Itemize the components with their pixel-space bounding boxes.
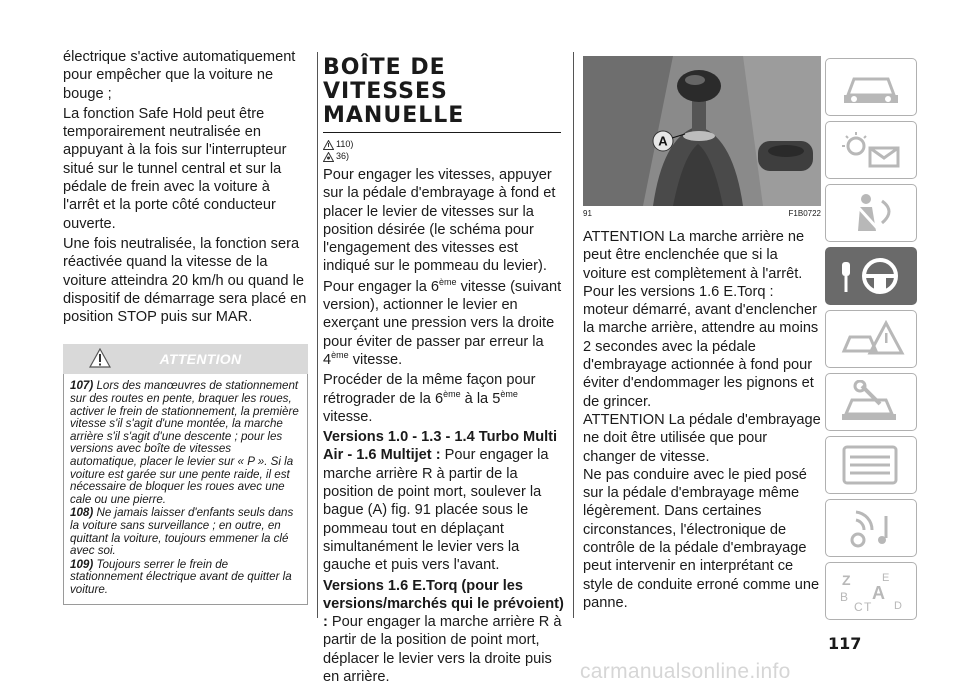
figure-label-a: A — [658, 133, 668, 149]
text-run: vitesse. — [323, 408, 373, 425]
car-front-icon — [836, 65, 906, 109]
caution-reference — [323, 151, 565, 162]
superscript: ème — [443, 388, 461, 399]
media-nav-icon — [836, 506, 906, 550]
subheading: Versions 1.0 - 1.3 - 1.4 Turbo Multi Air - 1.6 Multijet : — [323, 429, 558, 464]
warning-header — [63, 344, 308, 374]
paragraph: ATTENTION La pédale d'embrayage ne doit être utilisée que pour changer de vitesse. — [583, 411, 821, 465]
figure-code: F1B0722 — [788, 209, 821, 218]
paragraph: La fonction Safe Hold peut être temporairement neutralisée en appuyant à la fois sur l'interrupteur situé sur le tunnel central et sur la pédale de frein avec la voiture à l'arrêt et la porte côté conducteur ouverte. — [63, 105, 287, 232]
tab-maintenance[interactable] — [825, 373, 917, 431]
paragraph: Pour engager les vitesses, appuyer sur la pédale d'embrayage à fond et placer le levier de vitesses sur la position désirée (le schéma pour l'engagement des vitesses est indiqué sur le pommeau du levier). — [323, 167, 556, 275]
subheading: Versions 1.6 E.Torq (pour les versions/marchés qui le prévoient) : — [323, 577, 564, 631]
index-letter: B — [840, 590, 849, 604]
warning-item — [70, 507, 301, 557]
tab-multimedia[interactable] — [825, 499, 917, 557]
warning-text: Ne jamais laisser d'enfants seuls dans la voiture sans surveillance ; en outre, en quittant la voiture, toujours emmener la clé avec soi. — [70, 506, 294, 558]
column-divider — [573, 52, 574, 618]
warning-number: 109) — [70, 557, 94, 571]
text-run: Pour engager la marche arrière R à partir de la position de point mort, déplacer le levier vers la droite puis en arrière. — [323, 614, 562, 686]
text-run: Procéder de la même façon pour rétrograder de la 6 — [323, 372, 536, 407]
light-mail-icon — [836, 128, 906, 172]
index-letter: T — [864, 600, 872, 613]
index-letter: D — [894, 600, 902, 612]
tab-starting-driving[interactable] — [825, 247, 917, 305]
paragraph: Une fois neutralisée, la fonction sera réactivée quand la vitesse de la voiture atteindra 20 km/h ou quand le dispositif de démarrage sera placé en position STOP puis sur MAR. — [63, 235, 307, 326]
superscript: ème — [500, 388, 518, 399]
warning-item — [70, 380, 301, 506]
data-sheet-icon — [836, 443, 906, 487]
paragraph — [323, 278, 565, 369]
text-run: à la 5 — [460, 390, 501, 407]
warning-body — [63, 374, 308, 604]
column-2 — [323, 56, 565, 688]
warning-car-icon — [836, 317, 906, 361]
warning-text: Lors des manœuvres de stationnement sur des routes en pente, braquer les roues, activer le frein de stationnement, la première vitesse s'il s'agit d'une montée, la marche arrière s'il s'agit d'une descente ; pour les versions avec boîte de vitesses automatique, placer le levier sur « P ». Si la voiture est garée sur une pente raide, il est nécessaire de bloquer les roues avec une cale ou une pierre. — [70, 379, 299, 506]
section-title-line: MANUELLE — [323, 103, 465, 128]
warning-number: 108) — [70, 506, 94, 520]
text-run: vitesse. — [348, 351, 403, 368]
page-number: 117 — [828, 634, 862, 653]
text-run: vitesse (suivant version), actionner le levier en exerçant une pression vers la droite pour éviter de passer par erreur la 4 — [323, 278, 562, 368]
superscript: ème — [331, 350, 349, 361]
tab-dashboard[interactable] — [825, 58, 917, 116]
paragraph — [323, 371, 565, 426]
gear-lever-image — [583, 56, 821, 206]
paragraph: Ne pas conduire avec le pied posé sur la pédale d'embrayage même légèrement. Dans certaines circonstances, l'électronique de contrôle de la pédale d'embrayage peut intervenir en interprétant ce style de conduite erroné comme une panne. — [583, 466, 820, 611]
index-letter: C — [854, 600, 863, 613]
chapter-tabs — [825, 58, 925, 625]
gear-lever-photo — [583, 56, 821, 206]
column-divider — [317, 52, 318, 618]
tab-warning-lights[interactable] — [825, 310, 917, 368]
paragraph: ATTENTION La marche arrière ne peut être enclenchée que si la voiture est complètement à l'arrêt. Pour les versions 1.6 E.Torq : moteur démarré, avant d'enclencher la marche arrière, attendre au moins 2 secondes avec la pédale d'embrayage actionnée à fond pour éviter d'endommager les pignons et de grincer. — [583, 229, 819, 410]
caution-reference-number: 36) — [336, 151, 350, 161]
superscript: ème — [439, 276, 457, 287]
paragraph — [323, 428, 565, 574]
paragraph: électrique s'active automatiquement pour empêcher que la voiture ne bouge ; — [63, 49, 296, 102]
caution-triangle-icon — [323, 152, 334, 162]
paragraph — [323, 577, 565, 687]
column-3 — [583, 56, 821, 612]
column-1 — [63, 48, 308, 605]
figure-number: 91 — [583, 209, 592, 218]
warning-reference-number: 110) — [336, 139, 354, 149]
section-title — [323, 56, 565, 128]
footer-watermark: carmanualsonline.info — [580, 660, 791, 683]
warning-text: Toujours serrer le frein de stationnement électrique avant de quitter la voiture. — [70, 557, 292, 596]
seatbelt-airbag-icon — [836, 191, 906, 235]
tab-lights[interactable] — [825, 121, 917, 179]
warning-item — [70, 559, 301, 597]
tab-safety[interactable] — [825, 184, 917, 242]
tab-index[interactable] — [825, 562, 917, 620]
warning-title: ATTENTION — [159, 351, 242, 368]
index-letter: E — [882, 572, 890, 584]
text-run: Pour engager la 6 — [323, 278, 440, 295]
text-run: Pour engager la marche arrière R à partir de la position de point mort, soulever la bague (A) fig. 91 placée sous le pommeau tout en déplaçant simultanément le levier vers la gauche et puis vers l'avant. — [323, 447, 549, 574]
warning-reference — [323, 139, 565, 150]
index-letter: A — [872, 583, 885, 603]
warning-triangle-icon — [323, 140, 334, 150]
index-letter: Z — [842, 572, 851, 588]
figure-caption — [583, 209, 821, 218]
title-rule — [323, 132, 561, 133]
tab-technical-data[interactable] — [825, 436, 917, 494]
alphabet-index-icon — [836, 569, 906, 613]
wrench-car-icon — [836, 380, 906, 424]
warning-number: 107) — [70, 379, 94, 393]
key-steering-wheel-icon — [836, 254, 906, 298]
section-title-line: BOÎTE DE VITESSES — [323, 55, 448, 104]
